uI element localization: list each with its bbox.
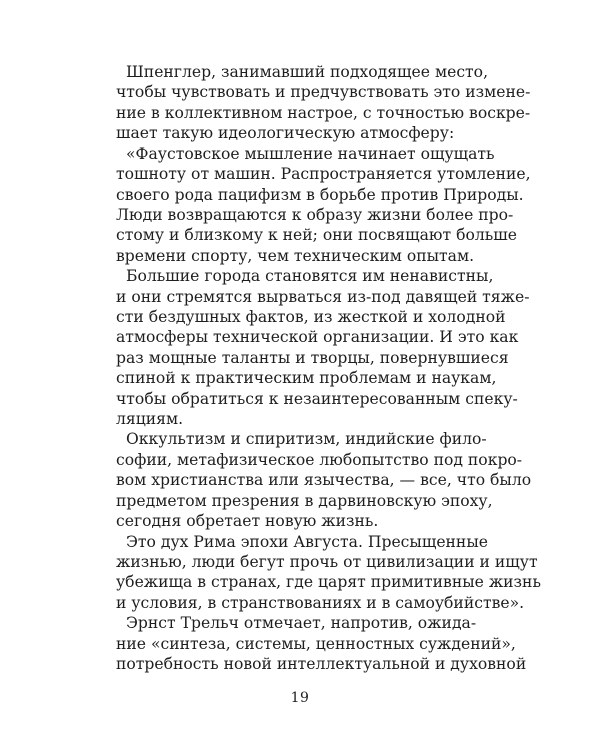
text-line: вом христианства или язычества, — все, что было [116, 471, 532, 490]
text-line: Большие города становятся им ненавистны, [126, 267, 494, 286]
text-line: тошноту от машин. Распространяется утомление, [116, 165, 531, 184]
text-line: ние «синтеза, системы, ценностных суждений», [116, 634, 516, 653]
text-line: потребность новой интеллектуальной и духовной [116, 655, 527, 673]
text-line: Это дух Рима эпохи Августа. Пресыщенные [126, 532, 488, 551]
text-line: чтобы чувствовать и предчувствовать это измене- [116, 83, 531, 102]
text-line: сегодня обретает новую жизнь. [116, 512, 379, 531]
text-line: шает такую идеологическую атмосферу: [116, 124, 455, 143]
text-line: и условия, в странствованиях и в самоубийстве». [116, 593, 525, 612]
text-line: предметом презрения в дарвиновскую эпоху, [116, 491, 493, 510]
text-line: Люди возвращаются к образу жизни более про- [116, 205, 514, 224]
text-line: и они стремятся вырваться из-под давящей тяже- [116, 287, 530, 306]
text-line: Оккультизм и спиритизм, индийские фило- [126, 430, 487, 449]
text-line: жизнью, люди бегут прочь от цивилизации и ищут [116, 552, 538, 571]
text-line: Шпенглер, занимавший подходящее место, [126, 63, 489, 81]
text-line: спиной к практическим проблемам и наукам, [116, 369, 497, 388]
text-line: ние в коллективном настрое, с точностью воскре- [116, 103, 531, 122]
text-line: ляциям. [116, 410, 184, 428]
text-line: убежища в странах, где царят примитивные жизнь [116, 573, 541, 592]
text-line: стому и близкому к ней; они посвящают больше [116, 226, 517, 245]
text-line: времени спорту, чем техническим опытам. [116, 246, 475, 265]
text-line: атмосферы технической организации. И это как [116, 328, 519, 347]
text-line: раз мощные таланты и творцы, повернувшиеся [116, 348, 509, 367]
text-line: софии, метафизическое любопытство под покро- [116, 450, 523, 469]
text-line: своего рода пацифизм в борьбе против Природы. [116, 185, 524, 204]
text-line: чтобы обратиться к незаинтересованным спеку- [116, 389, 518, 408]
text-line: «Фаустовское мышление начинает ощущать [126, 144, 495, 163]
page-number: 19 [290, 690, 310, 706]
text-line: Эрнст Трельч отмечает, напротив, ожида- [126, 614, 477, 633]
text-line: сти бездушных фактов, из жесткой и холодной [116, 308, 506, 326]
